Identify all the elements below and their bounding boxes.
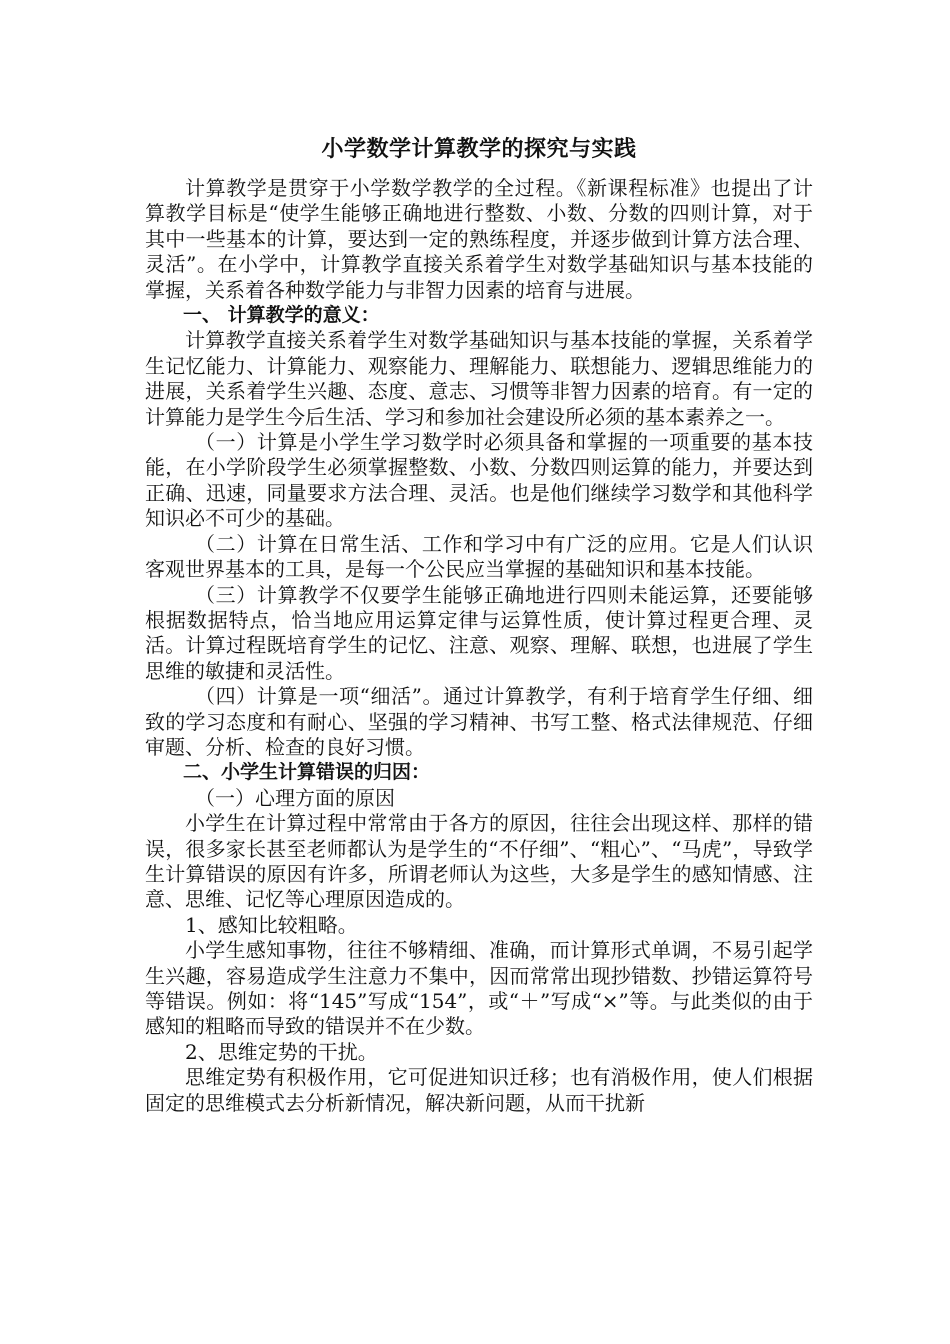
section-heading-1: 一、 计算教学的意义： (183, 304, 380, 327)
body-paragraph: （二）计算在日常生活、工作和学习中有广泛的应用。它是人们认识客观世界基本的工具，是每一个公民应当掌握的基础知识和基本技能。 (145, 531, 813, 582)
body-paragraph: 小学生感知事物，往往不够精细、准确，而计算形式单调，不易引起学生兴趣，容易造成学生注意力不集中，因而常常出现抄错数、抄错运算符号等错误。例如：将“145”写成“154”，或“＋”写成“×”等。与此类似的由于感知的粗略而导致的错误并不在少数。 (145, 938, 813, 1039)
intro-paragraph: 计算教学是贯穿于小学数学教学的全过程。《新课程标准》也提出了计算教学目标是“使学生能够正确地进行整数、小数、分数的四则计算，对于其中一些基本的计算，要达到一定的熟练程度，并逐步做到计算方法合理、灵活”。在小学中，计算教学直接关系着学生对数学基础知识与基本技能的掌握，关系着各种数学能力与非智力因素的培育与进展。 (145, 176, 813, 302)
subsection-heading: （一）心理方面的原因 (195, 785, 395, 810)
body-paragraph: （三）计算教学不仅要学生能够正确地进行四则未能运算，还要能够根据数据特点，恰当地应用运算定律与运算性质，使计算过程更合理、灵活。计算过程既培育学生的记忆、注意、观察、理解、联想，也进展了学生思维的敏捷和灵活性。 (145, 582, 813, 683)
document-page (145, 130, 813, 1116)
body-paragraph: 计算教学直接关系着学生对数学基础知识与基本技能的掌握，关系着学生记忆能力、计算能力、观察能力、理解能力、联想能力、逻辑思维能力的进展，关系着学生兴趣、态度、意志、习惯等非智力因素的培育。有一定的计算能力是学生今后生活、学习和参加社会建设所必须的基本素养之一。 (145, 328, 813, 429)
body-paragraph: 思维定势有积极作用，它可促进知识迁移；也有消极作用，使人们根据固定的思维模式去分析新情况，解决新问题，从而干扰新 (145, 1065, 813, 1115)
section-heading-2: 二、小学生计算错误的归因： (183, 761, 431, 784)
subsection-heading: 1、感知比较粗略。 (185, 912, 358, 937)
document-title: 小学数学计算教学的探究与实践 (321, 137, 637, 162)
subsection-heading: 2、思维定势的干扰。 (185, 1039, 378, 1064)
body-paragraph: 小学生在计算过程中常常由于各方的原因，往往会出现这样、那样的错误，很多家长甚至老师都认为是学生的“不仔细”、“粗心”、“马虎”，导致学生计算错误的原因有许多，所谓老师认为这些，大多是学生的感知情感、注意、思维、记忆等心理原因造成的。 (145, 811, 813, 912)
body-paragraph: （一）计算是小学生学习数学时必须具备和掌握的一项重要的基本技能，在小学阶段学生必须掌握整数、小数、分数四则运算的能力，并要达到正确、迅速，同量要求方法合理、灵活。也是他们继续学习数学和其他科学知识必不可少的基础。 (145, 430, 813, 531)
body-paragraph: （四）计算是一项“细活”。通过计算教学，有利于培育学生仔细、细致的学习态度和有耐心、坚强的学习精神、书写工整、格式法律规范、仔细审题、分析、检查的良好习惯。 (145, 684, 813, 759)
